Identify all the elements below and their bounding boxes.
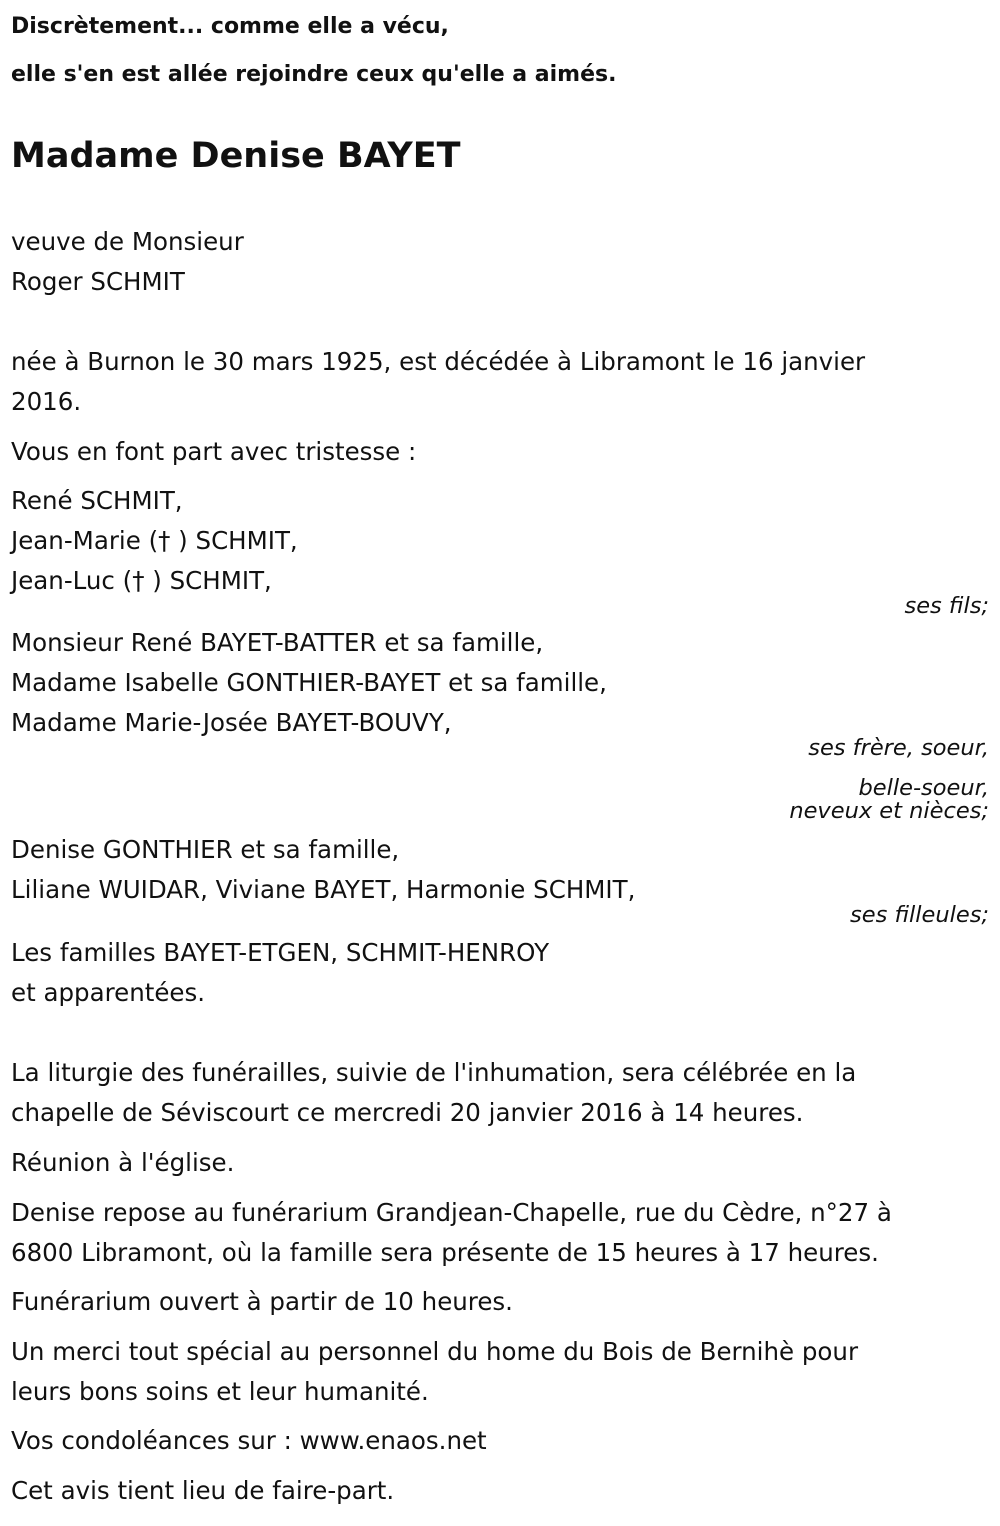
sibling-name: Madame Isabelle GONTHIER-BAYET et sa famille, — [11, 668, 607, 697]
siblings-role-line-1: ses frère, soeur, — [808, 735, 989, 761]
rest-line-2: 6800 Libramont, où la famille sera présente de 15 heures à 17 heures. — [11, 1238, 879, 1267]
birth-death-line-2: 2016. — [11, 387, 82, 416]
thanks-block — [11, 1332, 858, 1412]
sibling-name: Madame Marie-Josée BAYET-BOUVY, — [11, 708, 452, 737]
siblings-role-line-3: neveux et nièces; — [789, 798, 989, 824]
sons-list — [11, 481, 298, 601]
son-name: Jean-Luc († ) SCHMIT, — [11, 566, 272, 595]
thanks-line-1: Un merci tout spécial au personnel du home du Bois de Bernihè pour — [11, 1337, 859, 1366]
sibling-name: Monsieur René BAYET-BATTER et sa famille, — [11, 628, 544, 657]
notice-line: Cet avis tient lieu de faire-part. — [11, 1476, 395, 1505]
intro-line-2: elle s'en est allée rejoindre ceux qu'elle a aimés. — [11, 62, 617, 87]
goddaughters-role: ses filleules; — [850, 902, 989, 928]
birth-death-block — [11, 342, 865, 422]
rest-block — [11, 1193, 892, 1273]
announcement: Vous en font part avec tristesse : — [11, 437, 417, 466]
siblings-list — [11, 623, 607, 743]
goddaughter-name: Denise GONTHIER et sa famille, — [11, 835, 400, 864]
birth-death-line-1: née à Burnon le 30 mars 1925, est décédée à Libramont le 16 janvier — [11, 347, 866, 376]
deceased-name: Madame Denise BAYET — [11, 136, 461, 176]
families-block — [11, 933, 549, 1013]
liturgy-line-1: La liturgie des funérailles, suivie de l'inhumation, sera célébrée en la — [11, 1058, 857, 1087]
families-line-2: et apparentées. — [11, 978, 206, 1007]
liturgy-line-2: chapelle de Séviscourt ce mercredi 20 janvier 2016 à 14 heures. — [11, 1098, 804, 1127]
opening-hours: Funérarium ouvert à partir de 10 heures. — [11, 1287, 513, 1316]
widow-line-1: veuve de Monsieur — [11, 227, 244, 256]
liturgy-block — [11, 1053, 856, 1133]
goddaughter-name: Liliane WUIDAR, Viviane BAYET, Harmonie SCHMIT, — [11, 875, 636, 904]
condolences-link[interactable]: Vos condoléances sur : www.enaos.net — [11, 1426, 487, 1455]
meeting-note: Réunion à l'église. — [11, 1148, 235, 1177]
widow-line-2: Roger SCHMIT — [11, 267, 185, 296]
goddaughters-list — [11, 830, 635, 910]
son-name: René SCHMIT, — [11, 486, 183, 515]
thanks-line-2: leurs bons soins et leur humanité. — [11, 1377, 429, 1406]
son-name: Jean-Marie († ) SCHMIT, — [11, 526, 298, 555]
families-line-1: Les familles BAYET-ETGEN, SCHMIT-HENROY — [11, 938, 550, 967]
rest-line-1: Denise repose au funérarium Grandjean-Chapelle, rue du Cèdre, n°27 à — [11, 1198, 892, 1227]
intro-line-1: Discrètement... comme elle a vécu, — [11, 14, 449, 39]
widow-block — [11, 222, 244, 302]
sons-role: ses fils; — [904, 593, 989, 619]
siblings-role-line-2: belle-soeur, — [858, 775, 989, 801]
